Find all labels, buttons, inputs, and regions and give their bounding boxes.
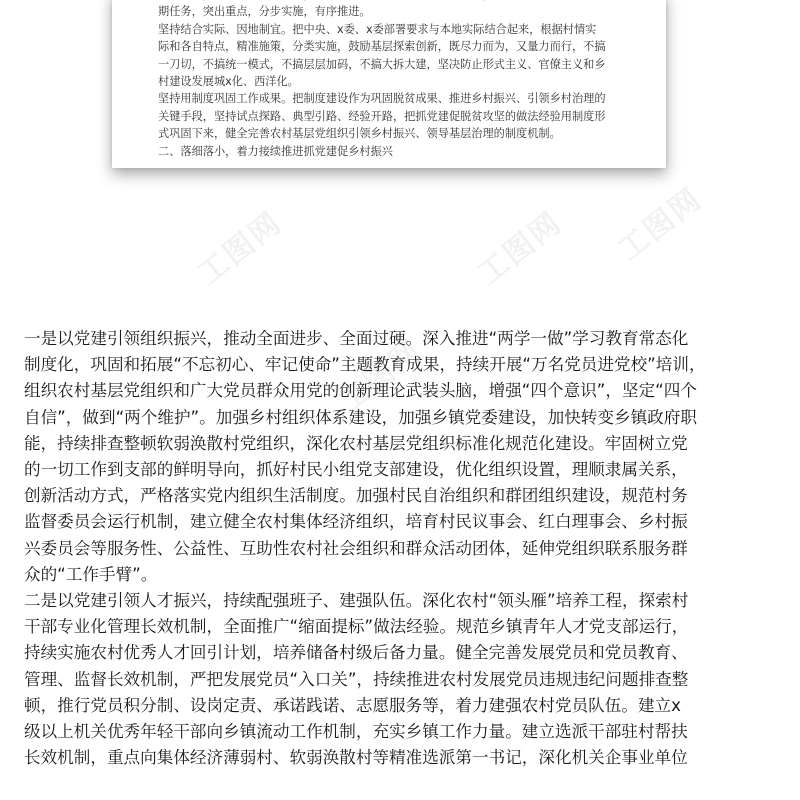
body-line: 干部专业化管理长效机制，全面推广“缩面提标”做法经验。规范乡镇青年人才党支部运行， — [24, 617, 689, 637]
body-line: 级以上机关优秀年轻干部向乡镇流动工作机制，充实乡镇工作力量。建立选派干部驻村帮扶 — [24, 722, 688, 742]
body-line: 组织农村基层党组织和广大党员群众用党的创新理论武装头脑，增强“四个意识”，坚定“四个 — [24, 381, 697, 401]
card-line: 村建设发展城x化、西洋化。 — [158, 75, 299, 89]
body-line: 二是以党建引领人才振兴，持续配强班子、建强队伍。深化农村“领头雁”培养工程，探索村 — [24, 591, 689, 611]
body-line: 监督委员会运行机制，建立健全农村集体经济组织，培育村民议事会、红白理事会、乡村振 — [24, 512, 688, 532]
body-line: 顿，推行党员积分制、设岗定责、承诺践诺、志愿服务等，着力建强农村党员队伍。建立x — [24, 695, 681, 715]
card-line: 关键手段，坚持试点探路、典型引路、经验开路，把抓党建促脱贫攻坚的做法经验用制度形 — [158, 109, 606, 123]
body-line: 能，持续排查整顿软弱涣散村党组织，深化农村基层党组织标准化规范化建设。牢固树立党 — [24, 433, 688, 453]
body-line: 兴委员会等服务性、公益性、互助性农村社会组织和群众活动团体，延伸党组织联系服务群 — [24, 538, 688, 558]
card-line: 期任务，突出重点，分步实施，有序推进。 — [158, 5, 371, 19]
body-line: 自信”，做到“两个维护”。加强乡村组织体系建设，加强乡镇党委建设，加快转变乡镇政府职 — [24, 407, 697, 427]
watermark: 工图网 — [611, 181, 709, 269]
card-text-block — [158, 0, 654, 160]
watermark: 工图网 — [471, 205, 569, 293]
body-line: 众的“工作手臂”。 — [24, 564, 158, 584]
watermark: 工图网 — [191, 205, 289, 293]
card-line: 际和各自特点，精准施策，分类实施，鼓励基层探索创新，既尽力而为，又量力而行，不搞 — [158, 40, 606, 54]
document-preview-card — [112, 0, 666, 168]
body-line: 创新活动方式，严格落实党内组织生活制度。加强村民自治组织和群团组织建设，规范村务 — [24, 486, 688, 506]
document-body — [24, 326, 782, 771]
card-line: 二、落细落小，着力接续推进抓党建促乡村振兴 — [158, 144, 393, 158]
watermark: 工图网 — [331, 333, 429, 421]
body-line: 一是以党建引领组织振兴，推动全面进步、全面过硬。深入推进“两学一做”学习教育常态化 — [24, 329, 689, 348]
card-line: 坚持用制度巩固工作成果。把制度建设作为巩固脱贫成果、推进乡村振兴、引领乡村治理的 — [158, 92, 606, 106]
body-line: 的一切工作到支部的鲜明导向，抓好村民小组党支部建设，优化组织设置，理顺隶属关系， — [24, 460, 688, 480]
body-line: 持续实施农村优秀人才回引计划，培养储备村级后备力量。健全完善发展党员和党员教育、 — [24, 643, 688, 663]
body-line: 制度化，巩固和拓展“不忘初心、牢记使命”主题教育成果，持续开展“万名党员进党校”培训， — [24, 355, 706, 375]
card-line: 一刀切，不搞统一模式，不搞层层加码，不搞大拆大建，坚决防止形式主义、官僚主义和乡 — [158, 57, 606, 71]
body-line: 管理、监督长效机制，严把发展党员“入口关”，持续推进农村发展党员违规违纪问题排查整 — [24, 669, 689, 689]
body-line: 长效机制，重点向集体经济薄弱村、软弱涣散村等精准选派第一书记，深化机关企事业单位 — [24, 748, 688, 768]
card-line: 式巩固下来，健全完善农村基层党组织引领乡村振兴、领导基层治理的制度机制。 — [158, 127, 561, 141]
card-line: 坚持结合实际、因地制宜。把中央、x委、x委部署要求与本地实际结合起来，根据村情实 — [158, 22, 597, 36]
